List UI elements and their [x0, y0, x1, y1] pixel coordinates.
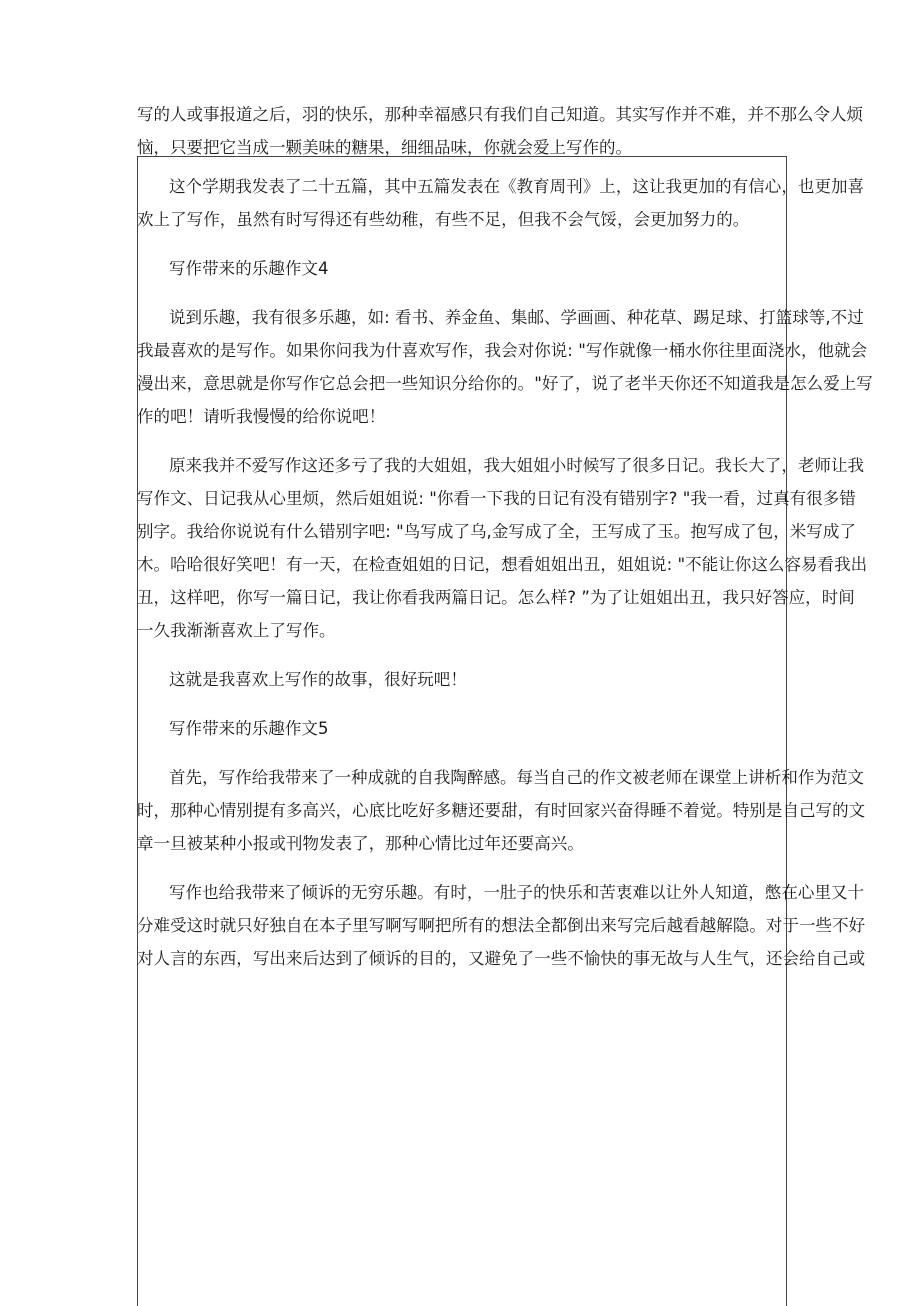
text-line: 首先，写作给我带来了一种成就的自我陶醉感。每当自己的作文被老师在课堂上讲析和作为范文 — [169, 768, 865, 787]
paragraph — [137, 449, 868, 647]
text-line: 别字。我给你说说有什么错别字吧: "鸟写成了乌,金写成了全，王写成了玉。抱写成了包，米写成了 — [137, 522, 856, 541]
paragraph — [137, 301, 873, 433]
text-line: 欢上了写作，虽然有时写得还有些幼稚，有些不足，但我不会气馁，会更加努力的。 — [137, 210, 750, 229]
text-line: 这个学期我发表了二十五篇，其中五篇发表在《教育周刊》上，这让我更加的有信心，也更加喜 — [169, 177, 865, 196]
text-line: 漫出来，意思就是你写作它总会把一些知识分给你的。"好了，说了老半天你还不知道我是怎么爱上写 — [137, 374, 873, 393]
text-line: 丑，这样吧，你写一篇日记，我让你看我两篇日记。怎么样? ”为了让姐姐出丑，我只好答应，时间 — [137, 588, 855, 607]
text-line: 作的吧！请听我慢慢的给你说吧！ — [137, 407, 386, 426]
section-heading — [137, 252, 789, 285]
text-line: 原来我并不爱写作这还多亏了我的大姐姐，我大姐姐小时候写了很多日记。我长大了，老师让我 — [169, 456, 865, 475]
text-line: 对人言的东西，写出来后达到了倾诉的目的，又避免了一些不愉快的事无故与人生气，还会给自己或 — [137, 949, 866, 968]
text-line: 章一旦被某种小报或刊物发表了，那种心情比过年还要高兴。 — [137, 834, 584, 853]
text-line: 写作也给我带来了倾诉的无穷乐趣。有时，一肚子的快乐和苦衷难以让外人知道，憋在心里又十 — [169, 883, 865, 902]
heading-text: 写作带来的乐趣作文4 — [169, 259, 329, 278]
paragraph — [137, 761, 866, 860]
text-line: 分难受这时就只好独自在本子里写啊写啊把所有的想法全都倒出来写完后越看越解隐。对于一些不好 — [137, 916, 866, 935]
text-line: 说到乐趣，我有很多乐趣，如: 看书、养金鱼、集邮、学画画、种花草、踢足球、打篮球等,不过 — [169, 308, 864, 327]
text-line: 一久我渐渐喜欢上了写作。 — [137, 621, 336, 640]
text-line: 时，那种心情别提有多高兴，心底比吃好多糖还要甜，有时回家兴奋得睡不着觉。特别是自己写的文 — [137, 801, 866, 820]
framed-content — [137, 170, 873, 975]
section-heading — [137, 712, 789, 745]
text-line: 我最喜欢的是写作。如果你问我为什喜欢写作，我会对你说: "写作就像一桶水你往里面浇水，他就会 — [137, 341, 868, 360]
text-line: 木。哈哈很好笑吧！有一天，在检查姐姐的日记，想看姐姐出丑，姐姐说: "不能让你这么容易看我出 — [137, 555, 868, 574]
paragraph — [137, 876, 866, 975]
text-line: 恼，只要把它当成一颗美味的糖果，细细品味，你就会爱上写作的。 — [137, 138, 632, 157]
text-line: 写的人或事报道之后，羽的快乐，那种幸福感只有我们自己知道。其实写作并不难，并不那么令人烦 — [137, 105, 863, 124]
text-line: 这就是我喜欢上写作的故事，很好玩吧！ — [169, 670, 467, 689]
heading-text: 写作带来的乐趣作文5 — [169, 719, 329, 738]
paragraph — [137, 663, 789, 696]
paragraph — [137, 170, 865, 236]
text-line: 写作文、日记我从心里烦，然后姐姐说: "你看一下我的日记有没有错别字? "我一看，过真有很多错 — [137, 489, 856, 508]
top-paragraph — [137, 98, 863, 164]
